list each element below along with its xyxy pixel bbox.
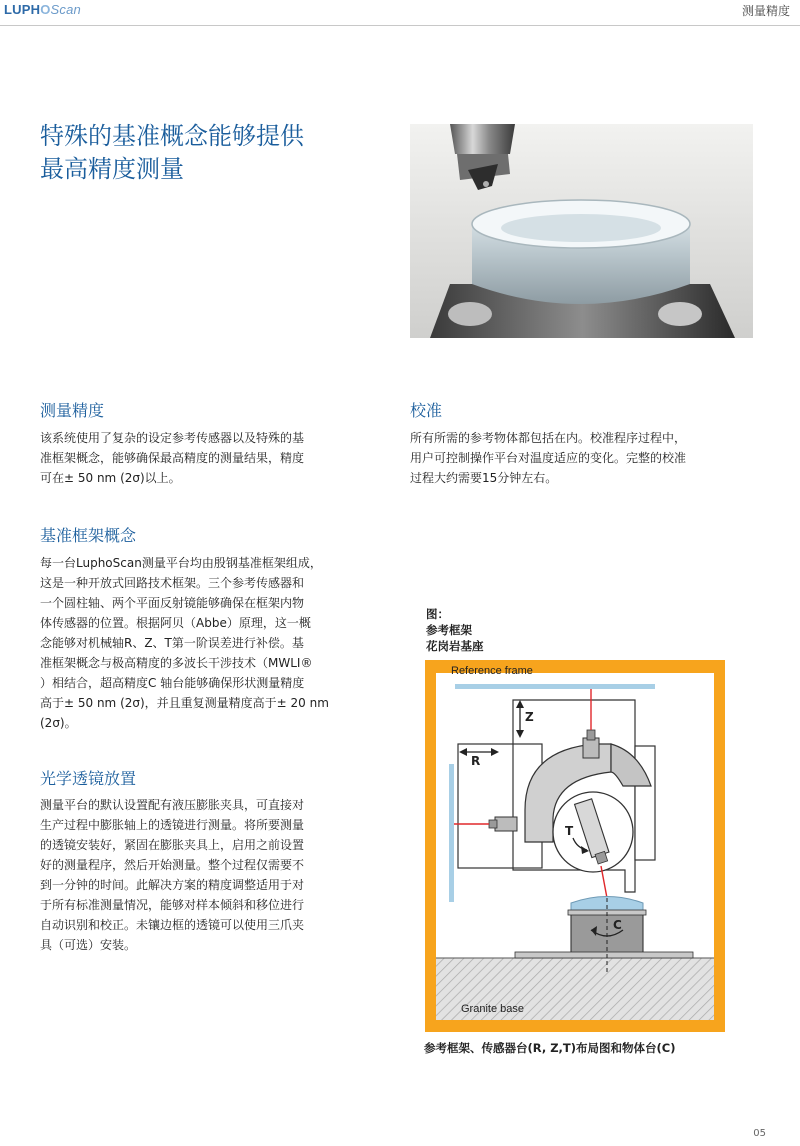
left-mirror [449,764,454,902]
text-line: 准框架概念与极高精度的多波长干涉技术（MWLI® [40,656,313,670]
text-line: 于所有标准测量情况，能够对样本倾斜和移位进行 [40,898,305,912]
text-line: 所有所需的参考物体都包括在内。校准程序过程中， [410,431,687,445]
text-line: 该系统使用了复杂的设定参考传感器以及特殊的基 [40,431,305,445]
text-line: 准框架概念，能够确保最高精度的测量结果，精度 [40,451,305,465]
label-axis-t: T [565,824,574,838]
figure-legend [426,606,484,654]
figure-caption: 参考框架、传感器台(R, Z,T)布局图和物体台(C) [424,1041,676,1055]
page-title-line: 特殊的基准概念能够提供 [40,122,304,150]
text-line: 到一分钟的时间。此解决方案的精度调整适用于对 [40,878,305,892]
text-line: 每一台LuphoScan测量平台均由殷钢基准框架组成， [40,556,322,570]
lens-paragraph [40,795,380,955]
text-line: 体传感器的位置。根据阿贝（Abbe）原理，这一概 [40,616,311,630]
text-line: 高于± 50 nm (2σ)，并且重复测量精度高于± 20 nm [40,696,329,710]
text-line: 测量平台的默认设置配有液压膨胀夹具，可直接对 [40,798,305,812]
header-divider [0,25,800,26]
text-line: 念能够对机械轴R、Z、T第一阶误差进行补偿。基 [40,636,304,650]
legend-line: 花岗岩基座 [426,639,484,653]
label-granite-base: Granite base [461,1003,524,1015]
top-mirror [455,684,655,689]
header-section-title: 测量精度 [741,4,790,18]
side-reference-sensor [495,817,517,831]
text-line: 一个圆柱轴、两个平面反射镜能够确保在框架内物 [40,596,305,610]
reference-frame-diagram [425,660,725,1032]
text-line: 好的测量程序，然后开始测量。整个过程仅需要不 [40,858,305,872]
label-reference-frame: Reference frame [451,665,533,677]
text-line: 的透镜安装好，紧固在膨胀夹具上，启用之前设置 [40,838,305,852]
page-title [40,120,380,186]
label-axis-c: C [613,918,622,932]
legend-line: 图： [426,607,449,621]
page-title-line: 最高精度测量 [40,155,184,183]
text-line: (2σ)。 [40,716,77,730]
page-number: 05 [753,1128,766,1139]
label-axis-r: R [471,754,481,768]
text-line: 这是一种开放式回路技术框架。三个参考传感器和 [40,576,305,590]
frame-paragraph [40,553,380,733]
legend-line: 参考框架 [426,623,472,637]
accuracy-paragraph [40,428,380,488]
section-heading-calibration: 校准 [410,401,443,420]
section-heading-frame: 基准框架概念 [40,526,137,545]
top-reference-sensor [583,738,599,758]
text-line: 可在± 50 nm (2σ)以上。 [40,471,181,485]
text-line: 过程大约需要15分钟左右。 [410,471,558,485]
brand-logo: LUPHOScan [4,2,81,17]
calibration-paragraph [410,428,760,488]
section-heading-accuracy: 测量精度 [40,401,105,420]
text-line: 自动识别和校正。未镶边框的透镜可以使用三爪夹 [40,918,305,932]
lens-measurement-photo [410,124,753,338]
text-line: 生产过程中膨胀轴上的透镜进行测量。将所要测量 [40,818,305,832]
text-line: ）相结合，超高精度C 轴台能够确保形状测量精度 [40,676,305,690]
section-heading-lens: 光学透镜放置 [40,769,137,788]
text-line: 具（可选）安装。 [40,938,137,952]
label-axis-z: Z [525,710,534,724]
text-line: 用户可控制操作平台对温度适应的变化。完整的校准 [410,451,687,465]
